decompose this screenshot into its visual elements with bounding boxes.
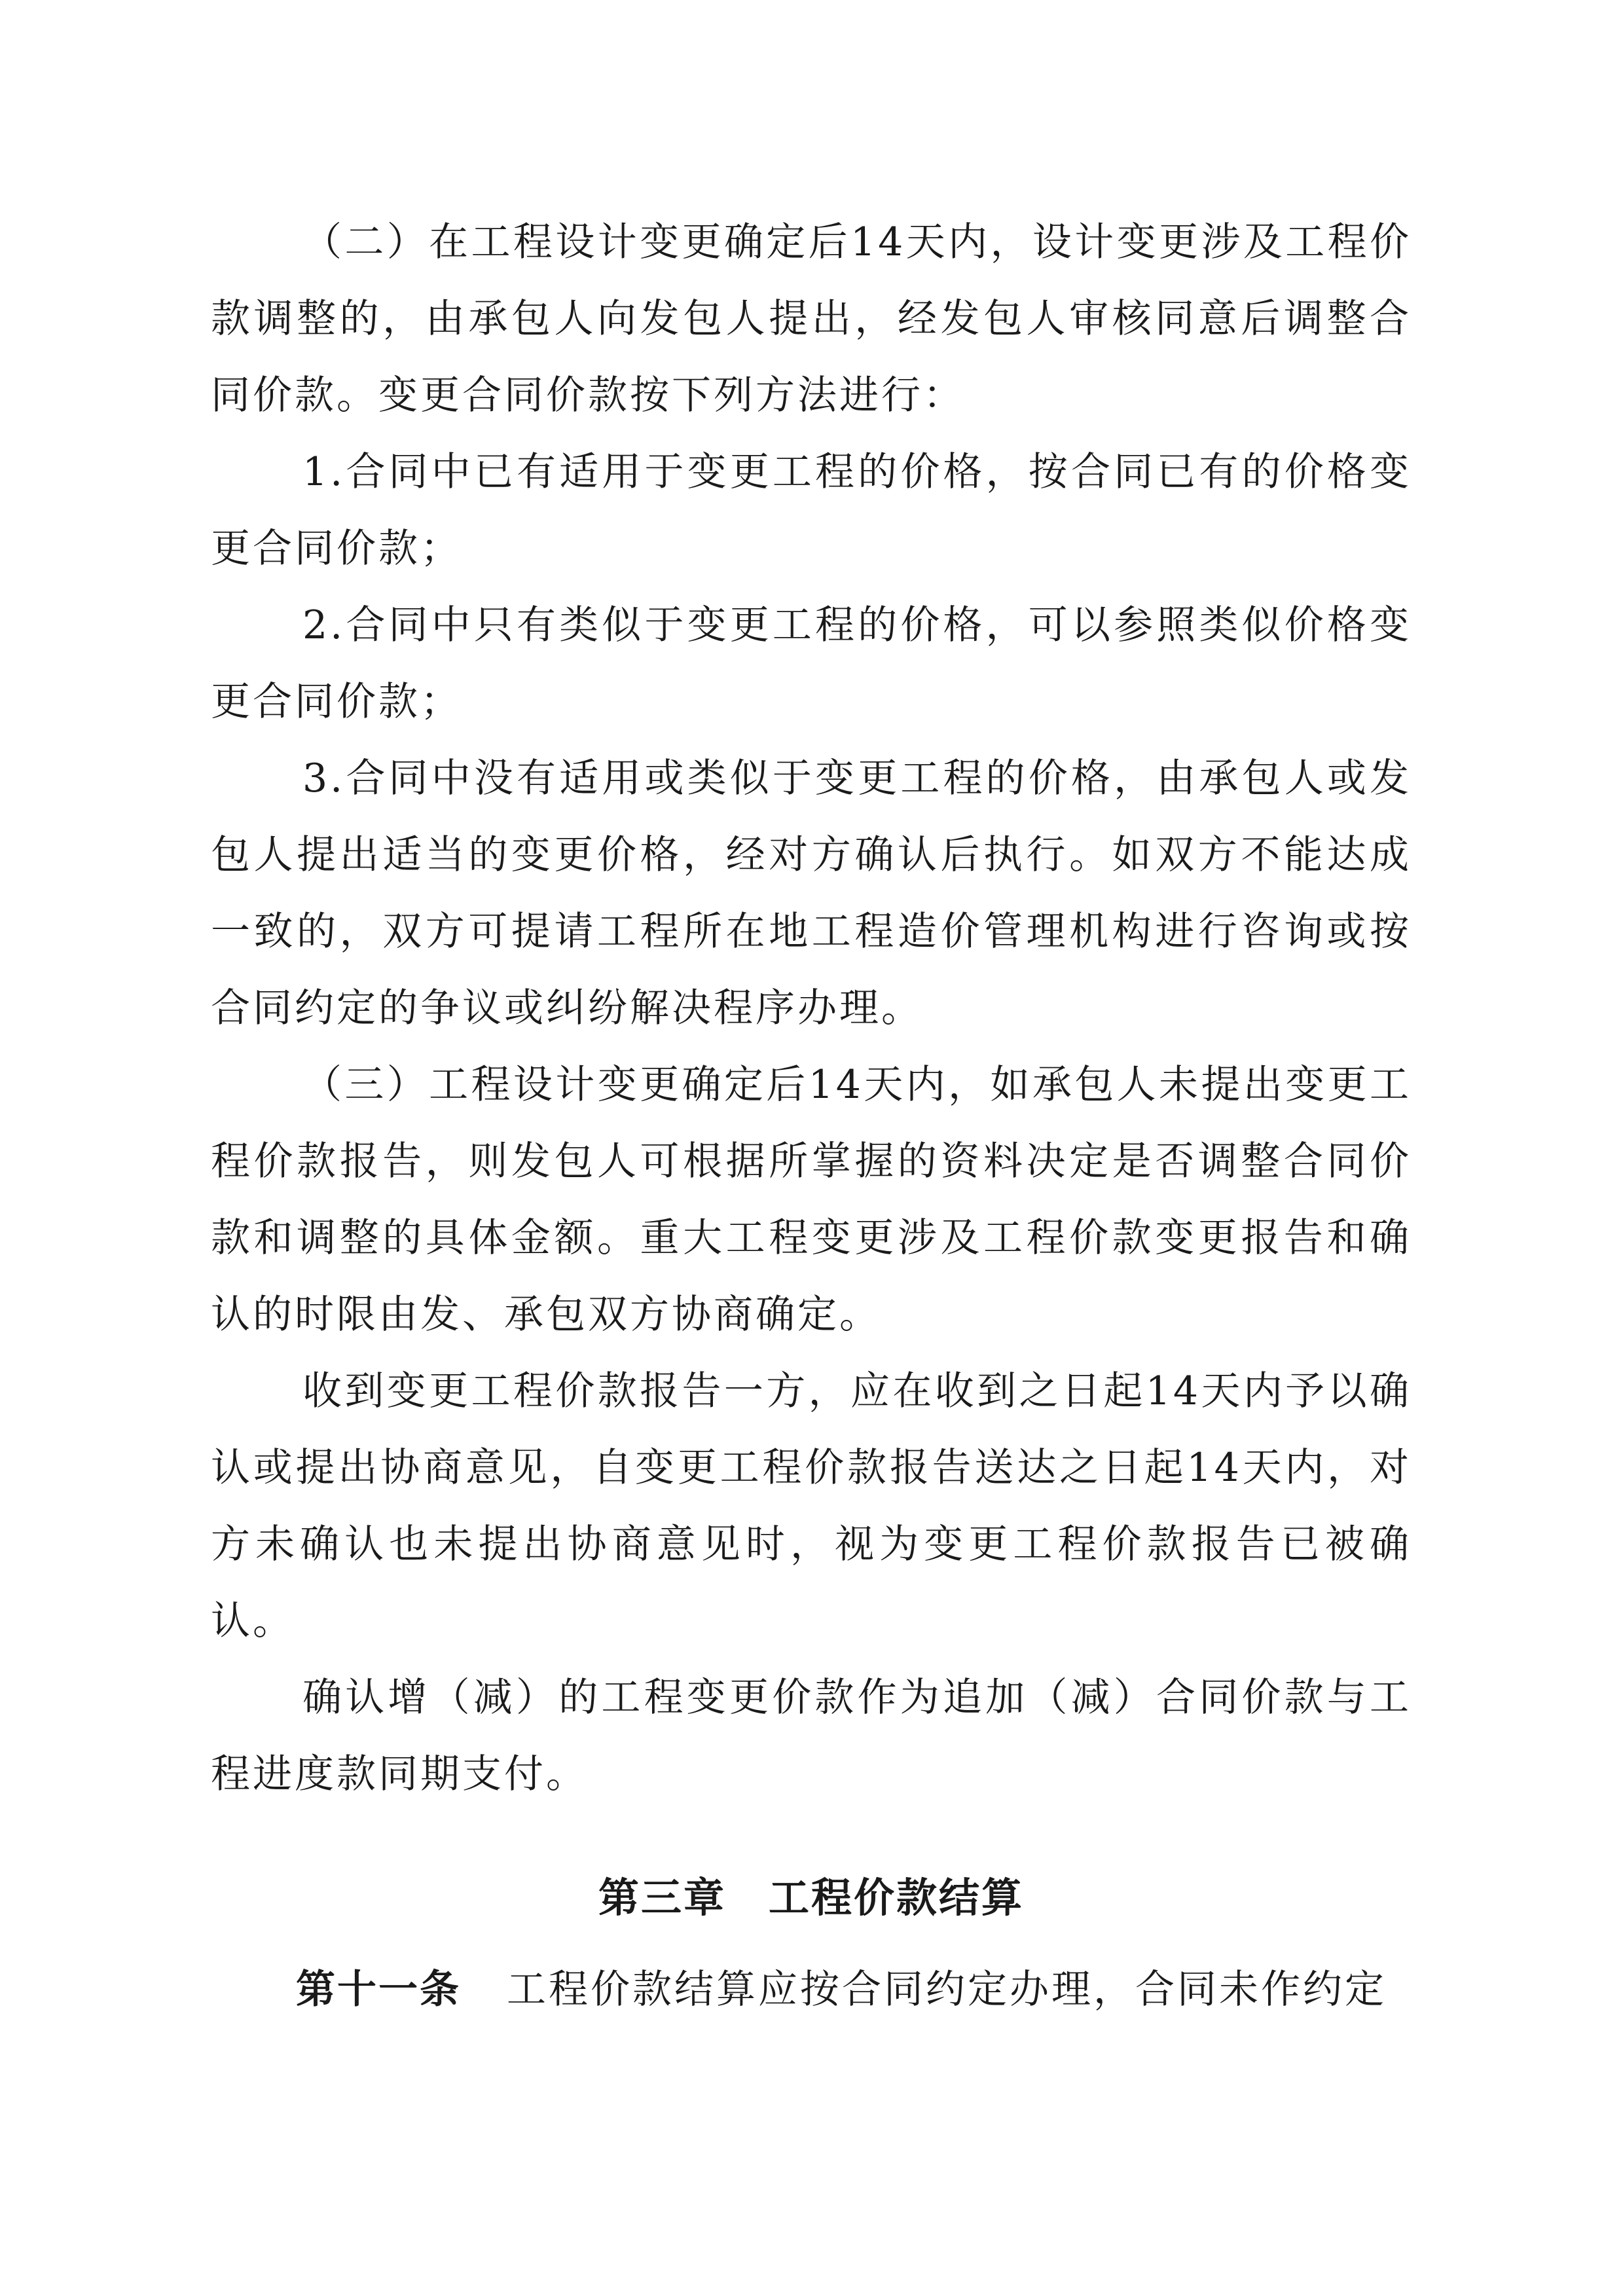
article-paragraph xyxy=(211,1947,1412,2032)
paragraph-method-3: 3.合同中没有适用或类似于变更工程的价格，由承包人或发包人提出适当的变更价格，经对方确认后执行。如双方不能达成一致的，双方可提请工程所在地工程造价管理机构进行咨询或按合同约定的争议或纠纷解决程序办理。 xyxy=(211,756,1412,1031)
paragraph-clause-3: （三）工程设计变更确定后14天内，如承包人未提出变更工程价款报告，则发包人可根据所掌握的资料决定是否调整合同价款和调整的具体金额。重大工程变更涉及工程价款变更报告和确认的时限由发、承包双方协商确定。 xyxy=(211,1062,1412,1338)
paragraph-payment: 确认增（减）的工程变更价款作为追加（减）合同价款与工程进度款同期支付。 xyxy=(211,1675,1412,1797)
paragraph-clause-2: （二）在工程设计变更确定后14天内，设计变更涉及工程价款调整的，由承包人向发包人提出，经发包人审核同意后调整合同价款。变更合同价款按下列方法进行： xyxy=(211,219,1412,418)
document-body xyxy=(211,204,1412,2032)
article-number: 第十一条 xyxy=(296,1967,461,2013)
paragraph-method-2: 2.合同中只有类似于变更工程的价格，可以参照类似价格变更合同价款； xyxy=(211,602,1412,725)
paragraph-method-1: 1.合同中已有适用于变更工程的价格，按合同已有的价格变更合同价款； xyxy=(211,449,1412,572)
article-text: 工程价款结算应按合同约定办理，合同未作约定 xyxy=(507,1967,1387,2013)
chapter-title: 第三章 工程价款结算 xyxy=(598,1874,1024,1922)
paragraph-confirmation: 收到变更工程价款报告一方，应在收到之日起14天内予以确认或提出协商意见，自变更工程价款报告送达之日起14天内，对方未确认也未提出协商意见时，视为变更工程价款报告已被确认。 xyxy=(211,1368,1412,1644)
